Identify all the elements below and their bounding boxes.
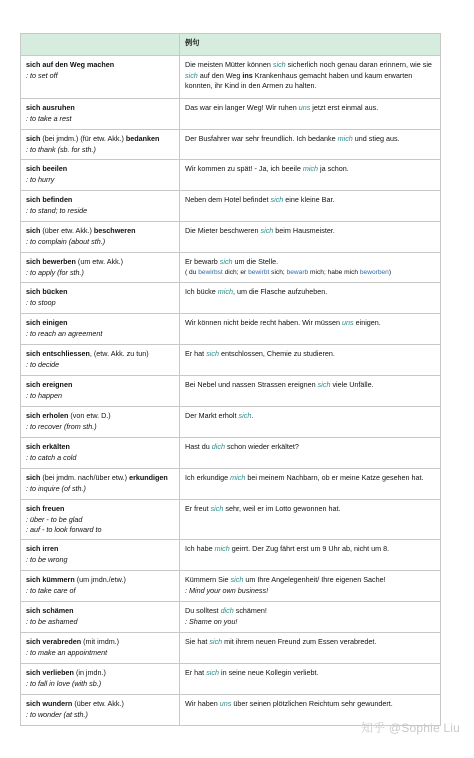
example-sentence — [185, 544, 389, 553]
example-text: um die Stelle. — [232, 257, 279, 266]
table-row — [21, 438, 441, 469]
term-part: sich entschliessen — [26, 349, 90, 358]
example-sentence — [185, 668, 318, 677]
term-cell — [21, 602, 180, 633]
example-text: Ich habe — [185, 544, 215, 553]
translation: : to decide — [26, 359, 60, 369]
term-part: beschweren — [93, 226, 136, 235]
example-text: Bei Nebel und nassen Strassen ereignen — [185, 380, 318, 389]
table-row — [21, 314, 441, 345]
term — [26, 195, 174, 206]
translation: : to happen — [26, 390, 62, 400]
term-part: sich erholen — [26, 411, 69, 420]
term — [26, 349, 174, 360]
term-cell — [21, 469, 180, 500]
term-part: sich irren — [26, 544, 59, 553]
term-cell — [21, 345, 180, 376]
term — [26, 60, 174, 71]
example-cell — [180, 99, 441, 130]
term-part: sich — [26, 473, 41, 482]
term-part: (über etw. Akk.) — [72, 699, 124, 708]
term-part: (von etw. D.) — [68, 411, 111, 420]
example-sentence — [185, 257, 278, 266]
table-row — [21, 345, 441, 376]
conjugated-form: bewarb — [286, 268, 309, 276]
example-cell — [180, 314, 441, 345]
translation: : to apply (for sth.) — [26, 267, 84, 277]
reflexive-pronoun: mich — [302, 164, 319, 173]
table-body — [21, 56, 441, 726]
example-text: Neben dem Hotel befindet — [185, 195, 271, 204]
term-part: sich ereignen — [26, 380, 73, 389]
example-text: schämen! — [233, 606, 267, 615]
term — [26, 442, 174, 453]
example-cell — [180, 191, 441, 222]
term-part: (über etw. Akk.) — [40, 226, 94, 235]
conjugated-form: bewirbt — [248, 268, 270, 276]
example-cell — [180, 633, 441, 664]
term-cell — [21, 376, 180, 407]
conjugated-form: beworben — [359, 268, 389, 276]
translation: : to take a rest — [26, 113, 72, 123]
example-text: in seine neue Kollegin verliebt. — [218, 668, 319, 677]
conjugation-text: ( du — [185, 268, 199, 276]
term-part: sich erkälten — [26, 442, 70, 451]
example-text: , um die Flasche aufzuheben. — [232, 287, 328, 296]
translation: : to wonder (at sth.) — [26, 709, 88, 719]
example-text: beim Hausmeister. — [273, 226, 335, 235]
example-sentence — [185, 442, 299, 451]
example-text: Sie hat — [185, 637, 210, 646]
reflexive-pronoun: dich — [220, 606, 234, 615]
term — [26, 226, 174, 237]
reflexive-pronoun: sich — [317, 380, 331, 389]
example-cell — [180, 438, 441, 469]
reflexive-pronoun: sich — [260, 226, 274, 235]
reflexive-pronoun: sich — [272, 60, 286, 69]
example-cell — [180, 283, 441, 314]
example-sentence — [185, 134, 400, 143]
table-row — [21, 633, 441, 664]
reflexive-pronoun: sich — [230, 575, 244, 584]
term-part: sich freuen — [26, 504, 65, 513]
conjugation-text: dich; er — [222, 268, 249, 276]
table-row — [21, 376, 441, 407]
example-text: bei meinem Nachbarn, ob er meine Katze gesehen hat. — [245, 473, 424, 482]
term-cell — [21, 160, 180, 191]
reflexive-pronoun: sich — [206, 349, 219, 358]
example-cell — [180, 602, 441, 633]
example-cell — [180, 130, 441, 160]
example-text: viele Unfälle. — [330, 380, 374, 389]
translation: : to stand; to reside — [26, 205, 88, 215]
example-text: entschlossen, Chemie zu studieren. — [218, 349, 335, 358]
example-sentence — [185, 195, 334, 204]
example-cell — [180, 376, 441, 407]
example-text: eine kleine Bar. — [283, 195, 335, 204]
translation: : to inquire (of sth.) — [26, 483, 86, 493]
example-sentence — [185, 226, 335, 235]
table-row — [21, 664, 441, 695]
table-row — [21, 160, 441, 191]
example-cell — [180, 407, 441, 438]
example-text: sehr, weil er im Lotto gewonnen hat. — [223, 504, 341, 513]
translation: : to catch a cold — [26, 452, 77, 462]
example-text: Die Mieter beschweren — [185, 226, 261, 235]
example-text: ins — [242, 70, 253, 80]
reflexive-pronoun: mich — [337, 134, 353, 143]
reflexive-pronoun: uns — [298, 103, 311, 112]
example-sentence — [185, 103, 378, 112]
example-cell — [180, 571, 441, 602]
conjugation-text: mich; habe mich — [308, 268, 360, 276]
term — [26, 257, 174, 268]
translation: : to thank (sb. for sth.) — [26, 144, 96, 154]
example-text: Krankenhaus gemacht haben und kaum erwarten konnten, ihr Kind in den Armen zu halten. — [185, 70, 413, 90]
term-part: sich auf den Weg machen — [26, 60, 115, 69]
term — [26, 287, 174, 298]
example-sentence — [185, 349, 335, 358]
term — [26, 544, 174, 555]
term-part: sich beeilen — [26, 164, 68, 173]
table-row — [21, 469, 441, 500]
term-part: sich befinden — [26, 195, 73, 204]
term-cell — [21, 222, 180, 253]
table-row — [21, 540, 441, 571]
watermark: 知乎 @Sophie Liu — [360, 721, 460, 735]
translation: : to recover (from sth.) — [26, 421, 97, 431]
example-text: mit ihrem neuen Freund zum Essen verabredet. — [222, 637, 377, 646]
term-cell — [21, 695, 180, 726]
term — [26, 380, 174, 391]
reflexive-pronoun: sich — [270, 195, 284, 204]
term-cell — [21, 130, 180, 160]
translation: : to take care of — [26, 585, 76, 595]
header-term — [21, 34, 180, 56]
term-part: sich wundern — [26, 699, 73, 708]
example-text: Ich bücke — [185, 287, 218, 296]
term — [26, 606, 174, 617]
table-row — [21, 500, 441, 540]
example-text: geirrt. Der Zug fährt erst um 9 Uhr ab, nicht um 8. — [229, 544, 390, 553]
example-text: ja schon. — [318, 164, 349, 173]
term-part: (in jmdn.) — [73, 668, 106, 677]
reflexive-pronoun: mich — [217, 287, 233, 296]
term-cell — [21, 56, 180, 99]
example-text: Die meisten Mütter können — [185, 60, 273, 69]
translation: : to be ashamed — [26, 616, 78, 626]
term-part: sich ausruhen — [26, 103, 75, 112]
term-cell — [21, 500, 180, 540]
example-sentence — [185, 575, 386, 584]
term — [26, 699, 174, 710]
example-text: Du solltest — [185, 606, 221, 615]
translation: : to complain (about sth.) — [26, 236, 106, 246]
example-cell — [180, 469, 441, 500]
example-text: Der Markt erholt — [185, 411, 239, 420]
reflexive-pronoun: mich — [230, 473, 246, 482]
example-sentence — [185, 411, 253, 420]
reflexive-pronoun: sich — [209, 637, 223, 646]
translation: : auf - to look forward to — [26, 525, 102, 534]
table-row — [21, 407, 441, 438]
example-text: Wir können nicht beide recht haben. Wir müssen — [185, 318, 343, 327]
term-cell — [21, 633, 180, 664]
conjugation-text: ) — [388, 268, 392, 276]
example-sentence — [185, 60, 432, 90]
table-row — [21, 253, 441, 283]
table-header-row — [21, 34, 441, 56]
translation: : to reach an agreement — [26, 328, 103, 338]
example-sentence — [185, 164, 349, 173]
term-part: sich schämen — [26, 606, 74, 615]
translation: : to set off — [26, 70, 58, 80]
term-part: (um jmdn./etw.) — [74, 575, 126, 584]
term-cell — [21, 253, 180, 283]
reflexive-pronoun: dich — [211, 442, 225, 451]
example-cell — [180, 540, 441, 571]
example-sentence — [185, 504, 340, 513]
term-part: sich — [26, 134, 41, 143]
term-cell — [21, 664, 180, 695]
example-text: schon wieder erkältet? — [224, 442, 299, 451]
example-sentence — [185, 380, 374, 389]
term — [26, 411, 174, 422]
example-sentence — [185, 606, 267, 615]
translation: : über - to be glad — [26, 514, 83, 524]
example-text: Ich erkundige — [185, 473, 231, 482]
table-row — [21, 571, 441, 602]
table-row — [21, 283, 441, 314]
term-cell — [21, 283, 180, 314]
example-text: um Ihre Angelegenheit/ Ihre eigenen Sache! — [243, 575, 386, 584]
term-part: (um etw. Akk.) — [75, 257, 124, 266]
term-cell — [21, 99, 180, 130]
term-part: erkundigen — [129, 473, 168, 482]
conjugated-form: bewirbst — [198, 268, 223, 276]
table-row — [21, 56, 441, 99]
example-sentence — [185, 699, 393, 708]
example-text: Wir haben — [185, 699, 220, 708]
reflexive-pronoun: uns — [342, 318, 354, 327]
example-cell — [180, 345, 441, 376]
term-cell — [21, 438, 180, 469]
reflexive-pronoun: sich — [185, 70, 198, 80]
example-text: Hast du — [185, 442, 212, 451]
example-text: jetzt erst einmal aus. — [310, 103, 379, 112]
conjugation-note — [185, 268, 435, 278]
term-cell — [21, 407, 180, 438]
term-part: sich verlieben — [26, 668, 74, 677]
table-row — [21, 222, 441, 253]
example-cell — [180, 56, 441, 99]
term — [26, 164, 174, 175]
term — [26, 575, 174, 586]
term-part: sich bücken — [26, 287, 68, 296]
example-text: auf den Weg — [197, 70, 243, 80]
translation: : to stoop — [26, 297, 56, 307]
example-cell — [180, 664, 441, 695]
term-cell — [21, 191, 180, 222]
term-part: (bei jmdm. nach/über etw.) — [40, 473, 130, 482]
table-row — [21, 602, 441, 633]
translation: : to make an appointment — [26, 647, 108, 657]
term-part: sich — [26, 226, 41, 235]
term-part: sich einigen — [26, 318, 68, 327]
example-translation: : Mind your own business! — [185, 585, 269, 595]
example-text: und stieg aus. — [352, 134, 400, 143]
translation: : to fall in love (with sb.) — [26, 678, 102, 688]
conjugation-text: sich; — [269, 268, 287, 276]
term — [26, 668, 174, 679]
translation: : to be wrong — [26, 554, 68, 564]
term-cell — [21, 571, 180, 602]
table-row — [21, 130, 441, 160]
reflexive-pronoun: uns — [219, 699, 232, 708]
table-row — [21, 99, 441, 130]
example-cell — [180, 222, 441, 253]
example-sentence — [185, 287, 327, 296]
example-text: Das war ein langer Weg! Wir ruhen — [185, 103, 299, 112]
term-part: , (etw. Akk. zu tun) — [89, 349, 149, 358]
example-text: Er hat — [185, 668, 207, 677]
translation: : to hurry — [26, 174, 55, 184]
example-translation: : Shame on you! — [185, 616, 238, 626]
example-text: Wir kommen zu spät! - Ja, ich beeile — [185, 164, 303, 173]
term-part: (bei jmdm.) (für etw. Akk.) — [40, 134, 126, 143]
example-text: einigen. — [353, 318, 381, 327]
term-cell — [21, 540, 180, 571]
example-sentence — [185, 473, 424, 482]
reflexive-pronoun: sich — [238, 411, 252, 420]
example-text: . — [251, 411, 254, 420]
term-part: sich bewerben — [26, 257, 76, 266]
term — [26, 473, 174, 484]
reflexive-pronoun: sich — [206, 668, 219, 677]
example-text: Er bewarb — [185, 257, 220, 266]
header-example: 例句 — [180, 34, 441, 56]
example-cell — [180, 500, 441, 540]
term-part: bedanken — [125, 134, 160, 143]
vocab-table — [20, 33, 441, 726]
term — [26, 637, 174, 648]
term — [26, 504, 174, 515]
term-part: sich kümmern — [26, 575, 75, 584]
reflexive-pronoun: sich — [210, 504, 224, 513]
reflexive-pronoun: sich — [219, 257, 233, 266]
term-cell — [21, 314, 180, 345]
example-sentence — [185, 637, 376, 646]
example-text: sicherlich noch genau daran erinnern, wie sie — [285, 60, 432, 69]
term — [26, 134, 174, 145]
example-text: über seinen plötzlichen Reichtum sehr gewundert. — [231, 699, 393, 708]
example-text: Der Busfahrer war sehr freundlich. Ich bedanke — [185, 134, 338, 143]
term-part: sich verabreden — [26, 637, 82, 646]
example-text: Er freut — [185, 504, 211, 513]
table-row — [21, 191, 441, 222]
example-cell — [180, 253, 441, 283]
term — [26, 103, 174, 114]
example-cell — [180, 160, 441, 191]
term-part: (mit imdm.) — [81, 637, 120, 646]
example-text: Kümmern Sie — [185, 575, 231, 584]
example-text: Er hat — [185, 349, 207, 358]
example-sentence — [185, 318, 381, 327]
reflexive-pronoun: mich — [214, 544, 230, 553]
term — [26, 318, 174, 329]
